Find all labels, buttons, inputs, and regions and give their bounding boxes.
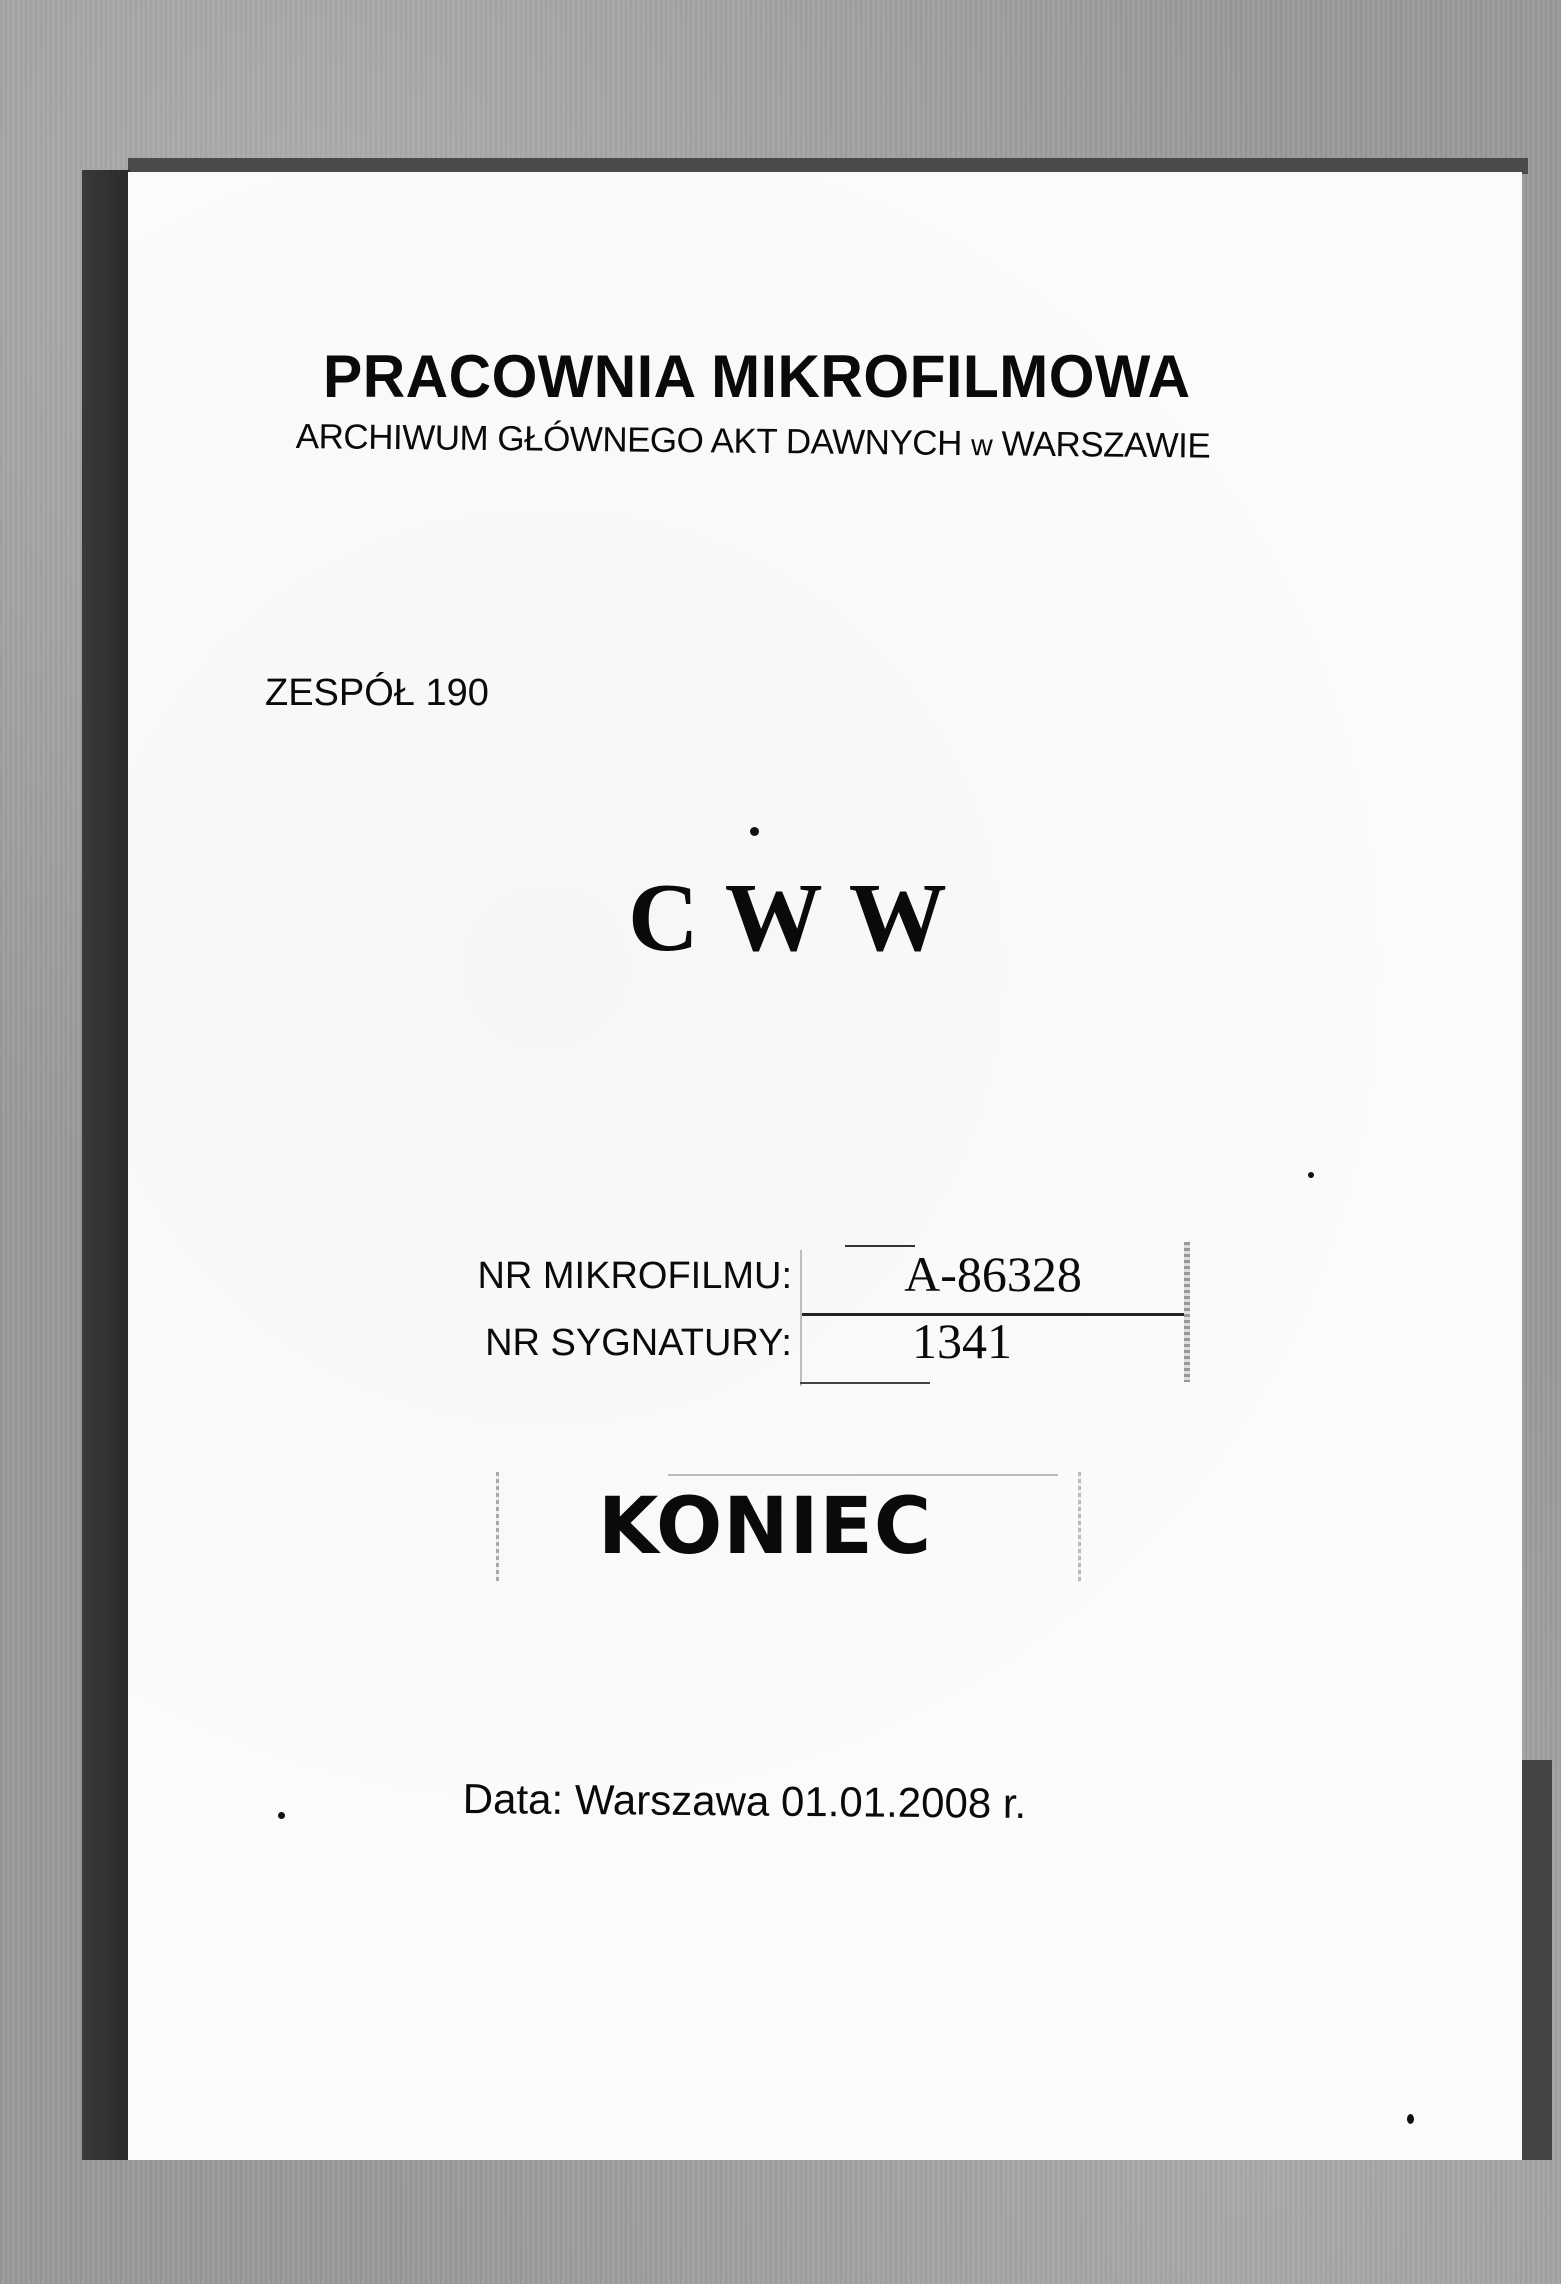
koniec-frame-top bbox=[668, 1474, 1058, 1476]
film-shadow-left bbox=[82, 170, 130, 2160]
subtitle-main: ARCHIWUM GŁÓWNEGO AKT DAWNYCH bbox=[295, 417, 972, 464]
end-marker: KONIEC bbox=[598, 1482, 933, 1572]
box-line-right bbox=[1184, 1242, 1190, 1382]
microfilm-target-sheet bbox=[128, 172, 1522, 2160]
date-line: Data: Warszawa 01.01.2008 r. bbox=[462, 1775, 1027, 1827]
subtitle-preposition: w bbox=[970, 429, 993, 463]
box-line-bottom bbox=[800, 1382, 930, 1384]
archive-subtitle bbox=[296, 417, 1356, 468]
lab-title: PRACOWNIA MIKROFILMOWA bbox=[323, 343, 1191, 410]
microfilm-number-value: A-86328 bbox=[904, 1246, 1082, 1302]
koniec-frame-right bbox=[1078, 1472, 1081, 1582]
subtitle-city: WARSZAWIE bbox=[992, 424, 1211, 466]
dust-speck bbox=[278, 1812, 285, 1819]
dust-speck bbox=[750, 827, 759, 836]
microfilm-number-label: NR MIKROFILMU: bbox=[477, 1255, 792, 1297]
signature-number-value: 1341 bbox=[912, 1313, 1012, 1369]
collection-label: ZESPÓŁ 190 bbox=[265, 672, 489, 714]
film-shadow-right bbox=[1522, 1760, 1552, 2160]
dust-speck bbox=[1407, 2114, 1414, 2124]
dust-speck bbox=[1308, 1172, 1314, 1178]
collection-code: CWW bbox=[628, 864, 973, 972]
koniec-frame-left bbox=[496, 1472, 499, 1582]
signature-number-label: NR SYGNATURY: bbox=[485, 1322, 792, 1364]
